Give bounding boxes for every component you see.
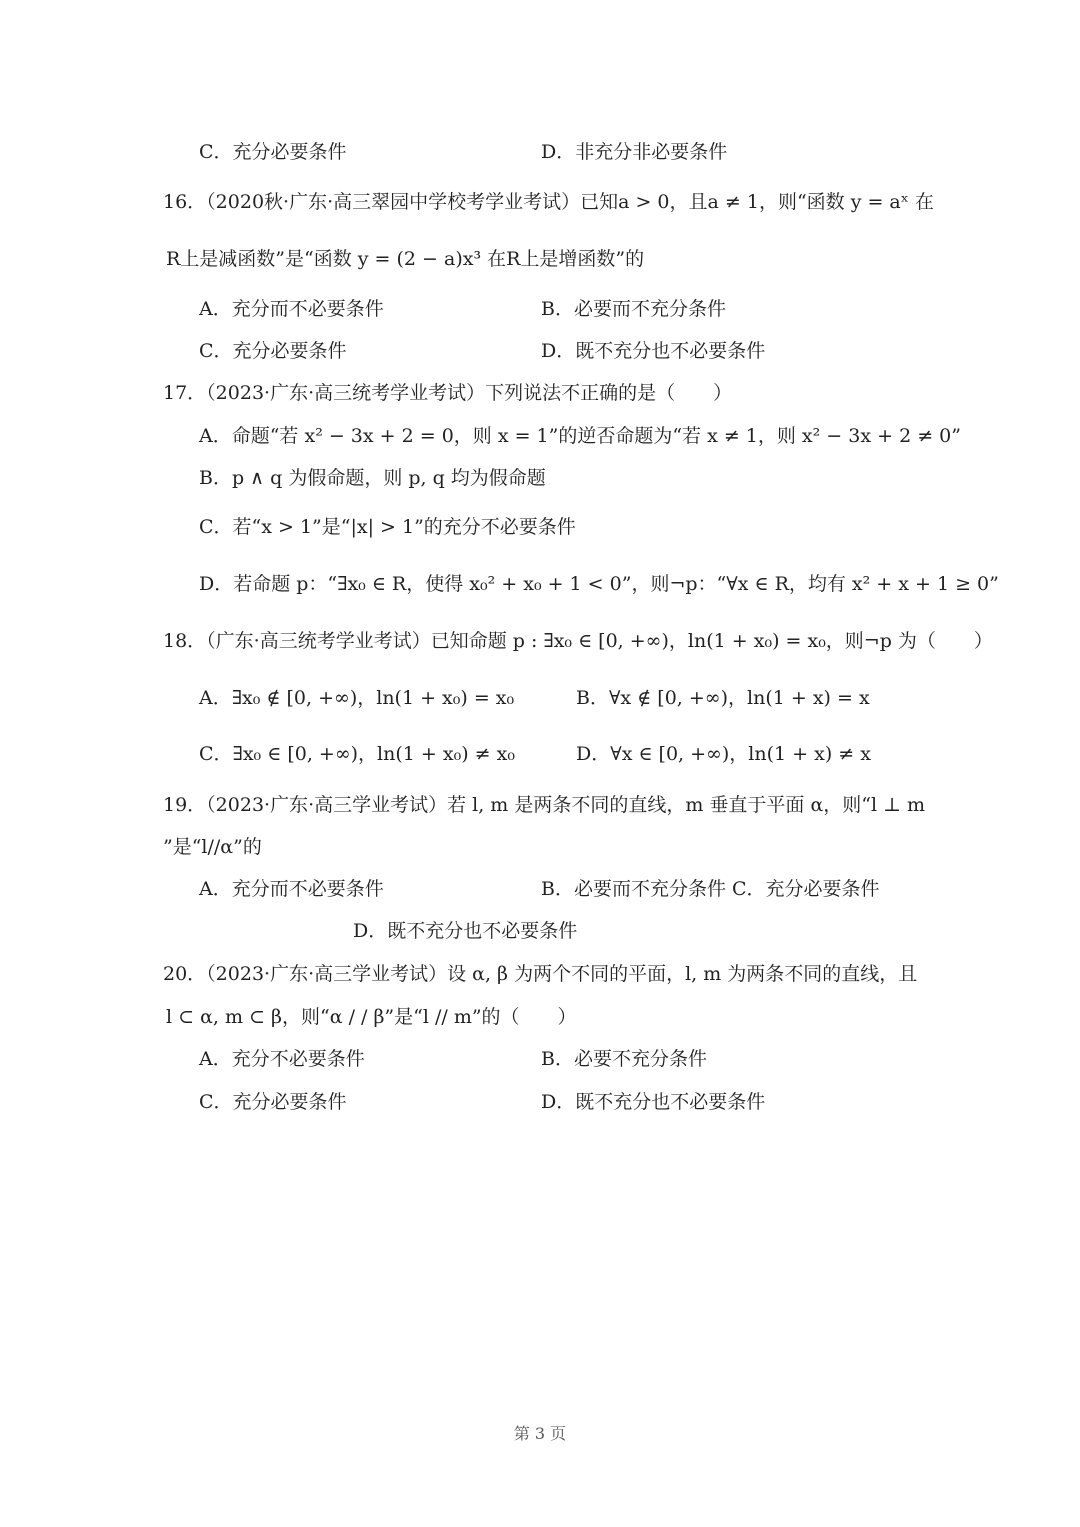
q17-option-b: B．p ∧ q 为假命题，则 p, q 均为假命题 [199, 467, 546, 489]
q18-option-c: C．∃x₀ ∈ [0, +∞)，ln(1 + x₀) ≠ x₀ [199, 743, 515, 765]
q16-option-b: B．必要而不充分条件 [541, 298, 726, 320]
q18-option-b: B．∀x ∉ [0, +∞)，ln(1 + x) = x [576, 687, 870, 709]
q17-option-a: A．命题“若 x² − 3x + 2 = 0，则 x = 1”的逆否命题为“若 x ≠ 1，则 x² − 3x + 2 ≠ 0” [199, 425, 961, 447]
q16-stem-line-2: R上是减函数”是“函数 y = (2 − a)x³ 在R上是增函数”的 [166, 248, 645, 270]
q20-stem-line-2: l ⊂ α, m ⊂ β，则“α / / β”是“l // m”的（ ） [166, 1006, 577, 1028]
q16-option-a: A．充分而不必要条件 [199, 298, 384, 320]
q16-option-c: C．充分必要条件 [199, 340, 347, 362]
q15-option-c: C．充分必要条件 [199, 141, 347, 163]
q20-stem-line-1: 20．（2023·广东·高三学业考试）设 α, β 为两个不同的平面，l, m 为两条不同的直线，且 [163, 963, 918, 985]
q19-option-b-c: B．必要而不充分条件 C．充分必要条件 [541, 878, 880, 900]
q18-option-d: D．∀x ∈ [0, +∞)，ln(1 + x) ≠ x [576, 743, 871, 765]
q17-option-d: D．若命题 p：“∃x₀ ∈ R，使得 x₀² + x₀ + 1 < 0”，则¬p：“∀x ∈ R，均有 x² + x + 1 ≥ 0” [199, 573, 999, 595]
q20-option-c: C．充分必要条件 [199, 1091, 347, 1113]
page-number: 第 3 页 [513, 1424, 567, 1443]
q19-option-d: D．既不充分也不必要条件 [353, 920, 578, 942]
q17-option-c: C．若“x > 1”是“|x| > 1”的充分不必要条件 [199, 516, 576, 538]
q17-stem: 17．（2023·广东·高三统考学业考试）下列说法不正确的是（ ） [163, 382, 733, 404]
q20-option-a: A．充分不必要条件 [199, 1048, 365, 1070]
q18-stem: 18．（广东·高三统考学业考试）已知命题 p : ∃x₀ ∈ [0, +∞)，ln(1 + x₀) = x₀，则¬p 为（ ） [163, 630, 993, 652]
q16-stem-line-1: 16．（2020秋·广东·高三翠园中学校考学业考试）已知a > 0，且a ≠ 1，则“函数 y = aˣ 在 [163, 191, 934, 213]
q15-option-d: D．非充分非必要条件 [541, 141, 728, 163]
q16-option-d: D．既不充分也不必要条件 [541, 340, 766, 362]
q20-option-b: B．必要不充分条件 [541, 1048, 707, 1070]
q20-option-d: D．既不充分也不必要条件 [541, 1091, 766, 1113]
q19-stem-line-1: 19．（2023·广东·高三学业考试）若 l, m 是两条不同的直线，m 垂直于平面 α，则“l ⊥ m [163, 794, 926, 816]
q18-option-a: A．∃x₀ ∉ [0, +∞)，ln(1 + x₀) = x₀ [199, 687, 515, 709]
q19-option-a: A．充分而不必要条件 [199, 878, 384, 900]
q19-stem-line-2: ”是“l//α”的 [163, 836, 262, 858]
